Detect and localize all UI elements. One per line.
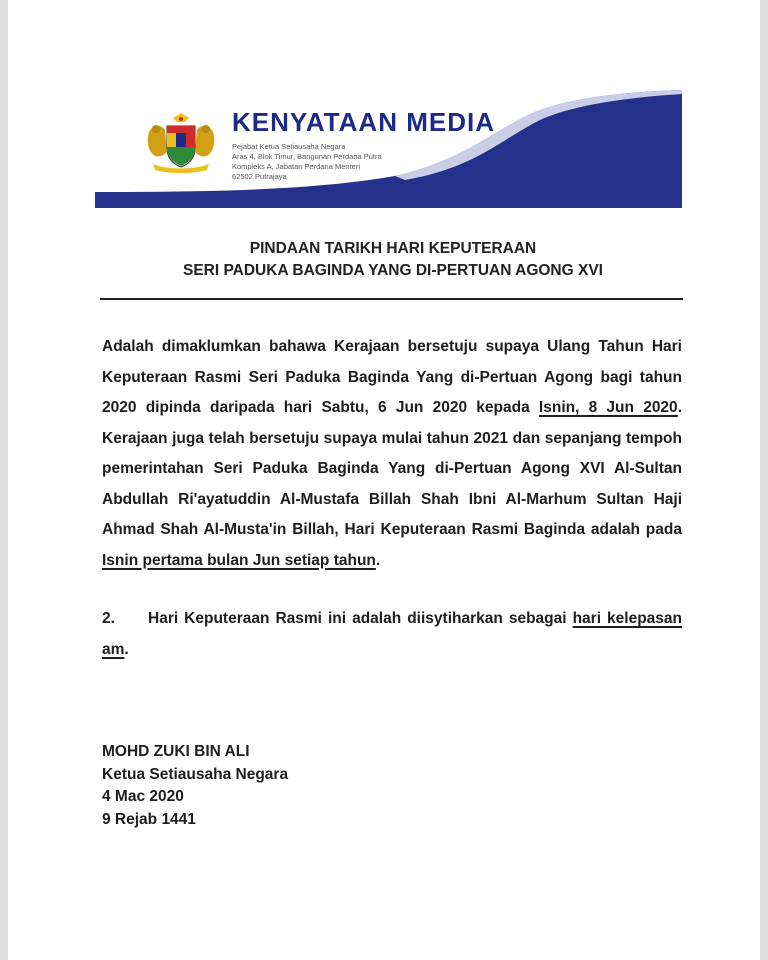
heading-line-2: SERI PADUKA BAGINDA YANG DI-PERTUAN AGONG XVI (183, 262, 603, 279)
p2-text-b: . (124, 640, 129, 658)
address-line: Kompleks A, Jabatan Perdana Menteri (232, 162, 360, 171)
address-line: 62502 Putrajaya (232, 172, 287, 181)
media-statement-banner (95, 80, 682, 208)
paragraph-number: 2. (102, 610, 115, 627)
paragraph-2 (102, 604, 682, 665)
signature-block (102, 741, 288, 831)
signatory-name: MOHD ZUKI BIN ALI (102, 743, 250, 760)
statement-date: 4 Mac 2020 (102, 788, 184, 805)
p1-underlined-date: Isnin, 8 Jun 2020 (538, 399, 678, 416)
p2-underlined-holiday: hari kelepasan am (102, 610, 683, 658)
heading-line-1: PINDAAN TARIKH HARI KEPUTERAAN (249, 240, 537, 257)
office-address (232, 142, 382, 182)
malaysia-coat-of-arms-icon (143, 112, 219, 174)
address-line: Aras 4, Blok Timur, Bangunan Perdana Putra (232, 152, 382, 161)
heading-divider (100, 298, 683, 300)
statement-body (102, 332, 682, 665)
document-page (8, 0, 760, 960)
p1-text-c: . (375, 551, 381, 569)
p1-text-b: . Kerajaan juga telah bersetuju supaya mulai tahun 2021 dan sepanjang tempoh pemerintahan Seri Paduka Baginda Yang di-Pertuan Agong XVI Al-Sultan Abdullah Ri'ayatuddin Al-Mustafa Billah Shah Ibni Al-Marhum Sultan Haji Ahmad Shah Al-Musta'in Billah, Hari Keputeraan Rasmi Baginda adalah pada (102, 399, 682, 538)
p1-text-a: Adalah dimaklumkan bahawa Kerajaan bersetuju supaya Ulang Tahun Hari Keputeraan Rasmi Seri Paduka Baginda Yang di-Pertuan Agong bagi tahun 2020 dipinda daripada hari Sabtu, 6 Jun 2020 kepada (102, 338, 682, 416)
signatory-title: Ketua Setiausaha Negara (102, 765, 289, 783)
p2-text-a: Hari Keputeraan Rasmi ini adalah diisytiharkan sebagai (148, 610, 573, 627)
p1-underlined-rule: Isnin pertama bulan Jun setiap tahun (102, 551, 376, 569)
banner-title: KENYATAAN MEDIA (232, 107, 495, 137)
hijri-date: 9 Rejab 1441 (102, 810, 196, 828)
address-line: Pejabat Ketua Setiausaha Negara (232, 142, 346, 151)
statement-heading (98, 238, 688, 282)
paragraph-1 (102, 332, 682, 576)
